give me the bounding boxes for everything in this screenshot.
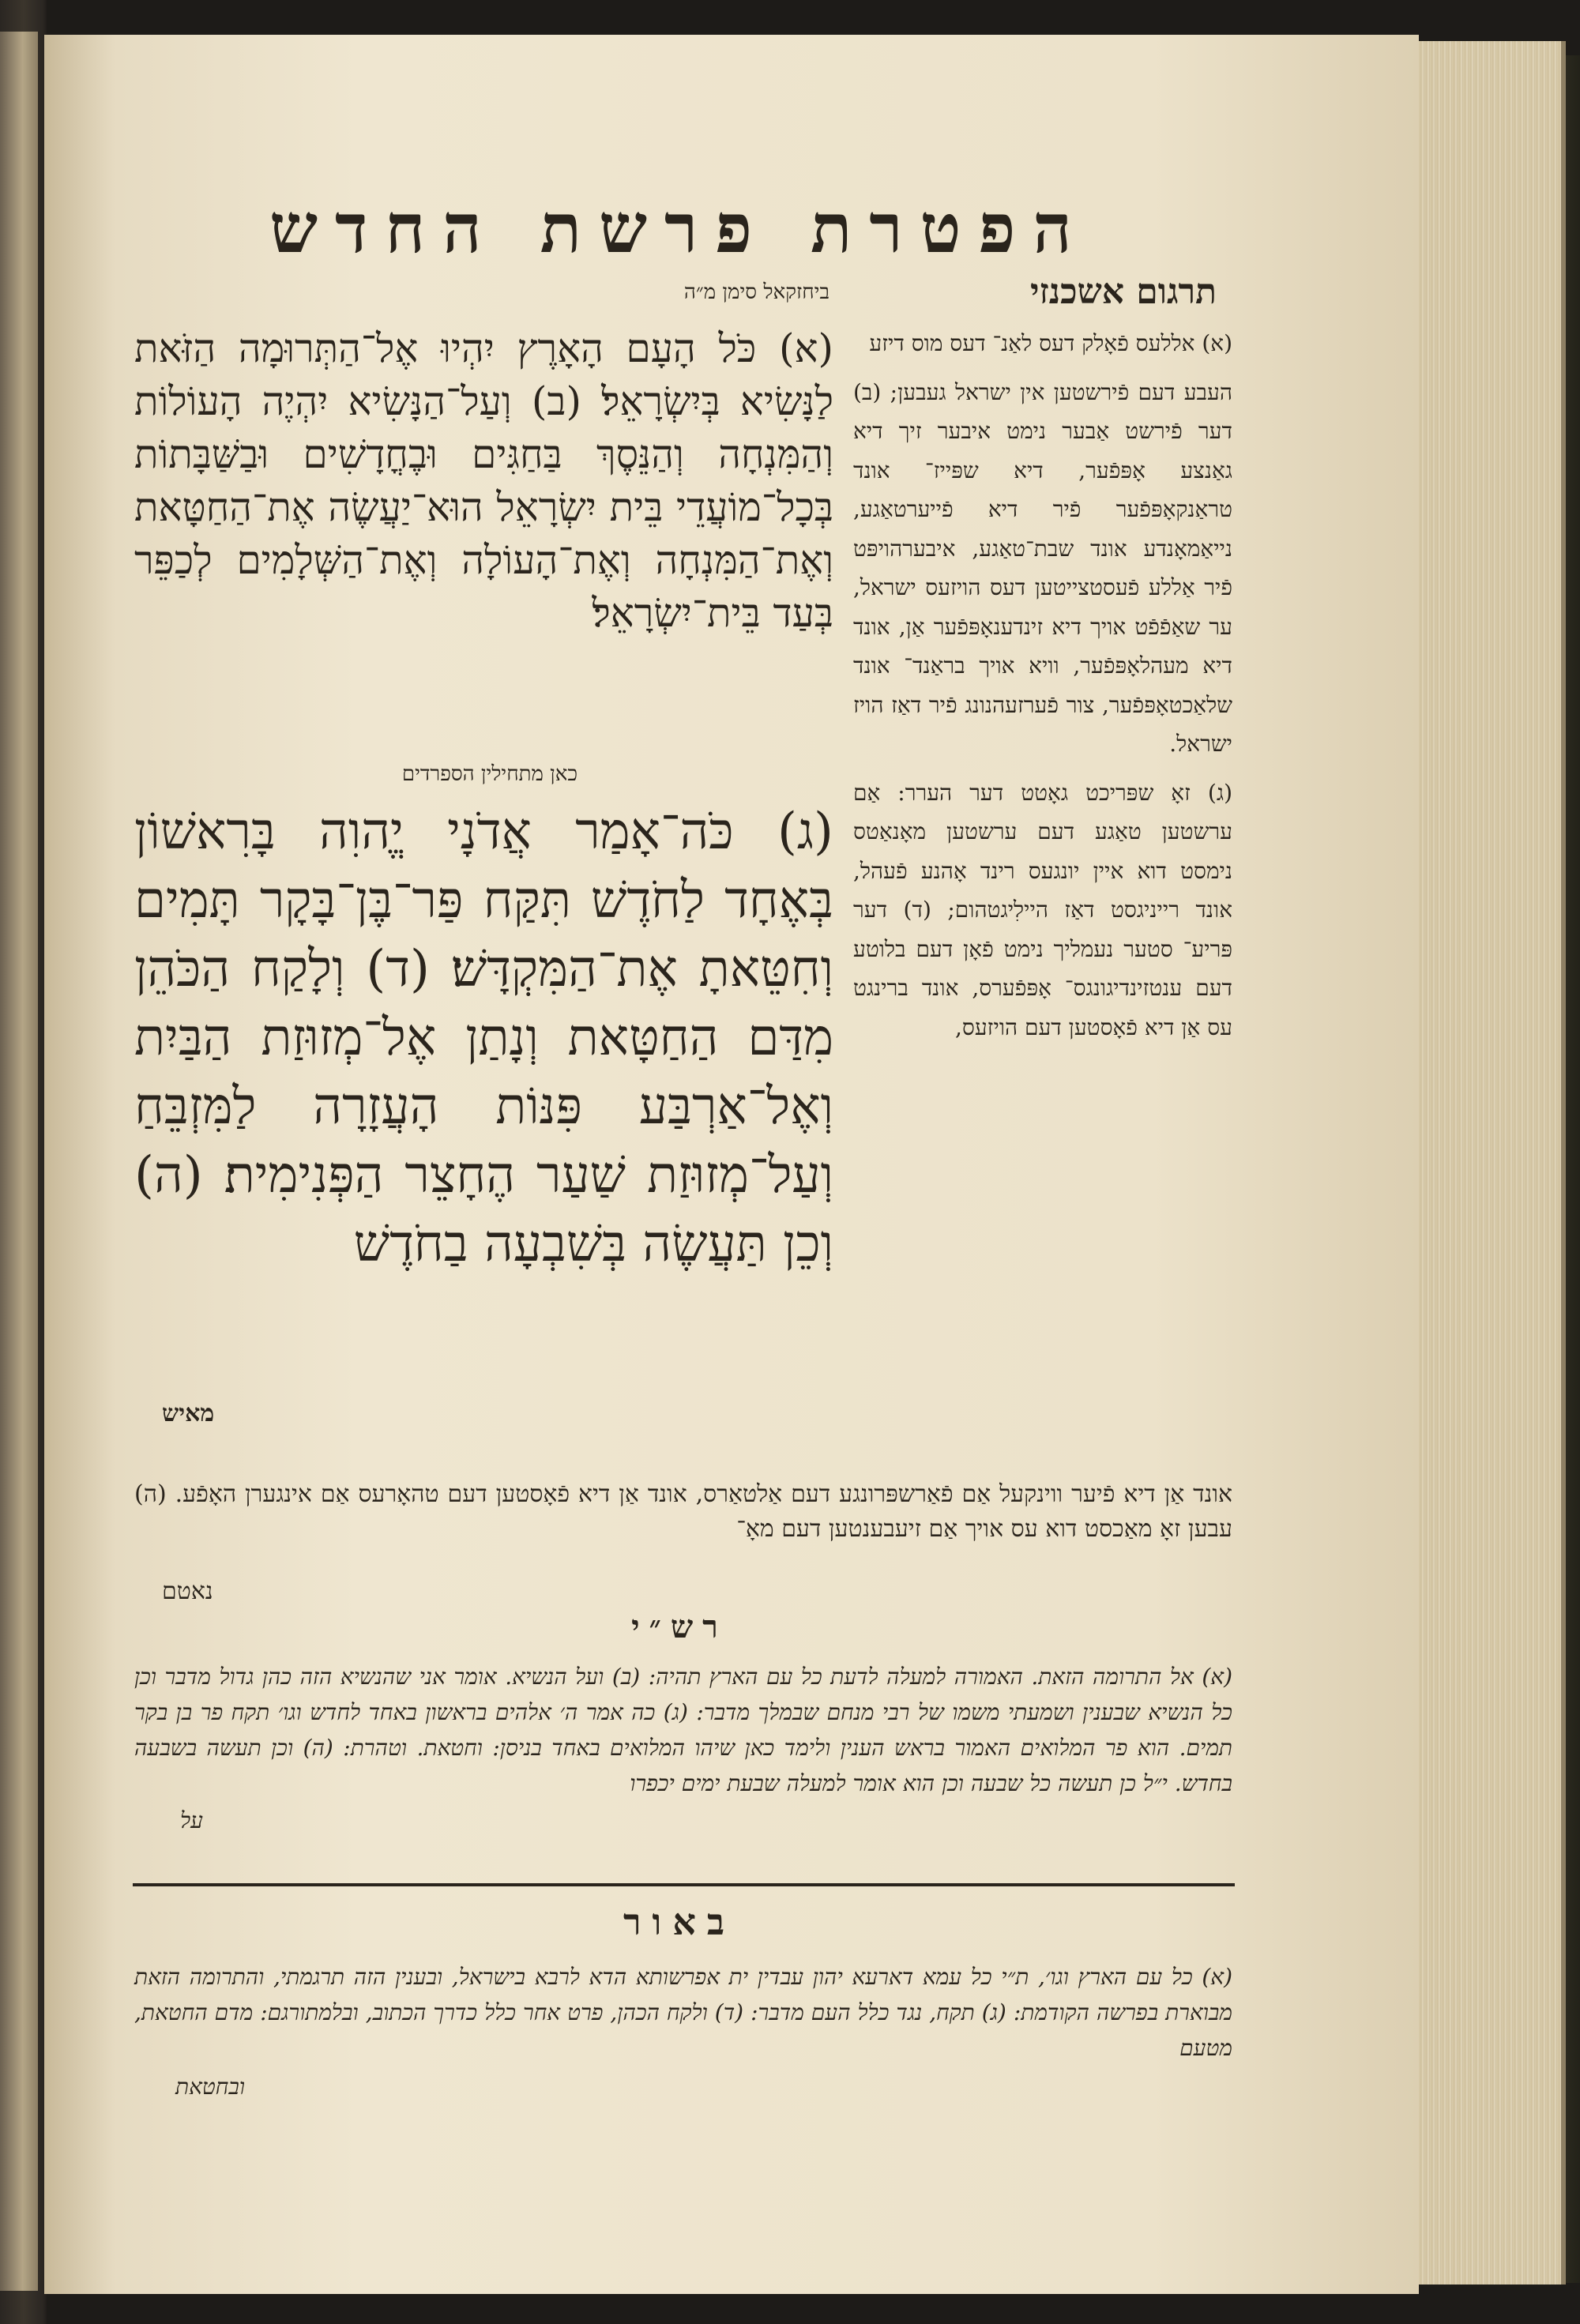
catchword-text: מאיש: [162, 1400, 215, 1427]
page-title: הפטרת פרשת החדש: [269, 189, 1089, 269]
biur-paragraph: (א) כל עם הארץ וגו׳, ת״י כל עמא דארעא יהון עבדין ית אפרשותא הדא לרבא בישראל, ובענין הזה תרגמתי, והתרומה הזאת מבוארת בפרשה הקודמת: (ג) תקח, נגד כלל העם מדבר: (ד) ולקח הכהן, פרט אחר כלל כדרך הכתוב, ובלמתורגם: מדם החטאת, מטעם: [134, 1964, 1232, 2061]
catchword-translation: נאטם: [162, 1578, 213, 1605]
rashi-commentary: [134, 1659, 1232, 1801]
hebrew-text-block: [134, 322, 833, 640]
translation-paragraph: העבע דעם פֿירשטען אין ישראל געבען; (ב) דער פֿירשט אַבער נימט איבער זיך דיא גאַנצע אָפּפֿער, דיא שפּייז־ אונד טראַנקאָפּפֿער פֿיר דיא פֿייערטאַגע, נייאַמאָנדע אונד שבת־טאַגע, איבערהויפּט פֿיר אַללע פֿעסטצייטען דעס הויזעס ישראל, ער שאַפֿפֿט אויך דיא זינדענאָפּפֿער אַן, אונד דיא מעהלאָפּפֿער, וויא אויך בראַנד־ אונד שלאַכטאָפּפֿער, צור פֿערזעהנונג פֿיר דאַז הויז ישראל.: [853, 378, 1232, 757]
translation-continued: [134, 1477, 1232, 1547]
biur-commentary: [134, 1959, 1232, 2066]
catchword-rashi: על: [180, 1807, 203, 1833]
page-edges: [1419, 41, 1566, 2285]
translation-paragraph: (א) אללעס פֿאָלק דעס לאַנ־ דעס מוס דיזע: [869, 330, 1232, 356]
translation-column: [853, 324, 1232, 1056]
hebrew-large-paragraph: (ג) כֹּה־אָמַר אֲדֹנָי יֱהוִה בָּרִאשׁוֹן בְּאֶחָד לַחֹדֶשׁ תִּקַּח פַּר־בֶּן־בָּקָר תָּמִים וְחִטֵּאתָ אֶת־הַמִּקְדָּשׁ׃ (ד) וְלָקַח הַכֹּהֵן מִדַּם הַחַטָּאת וְנָתַן אֶל־מְזוּזַת הַבַּיִת וְאֶל־אַרְבַּע פִּנּוֹת הָעֲזָרָה לַמִּזְבֵּחַ וְעַל־מְזוּזַת שַׁעַר הֶחָצֵר הַפְּנִימִית׃ (ה) וְכֵן תַּעֲשֶׂה בְּשִׁבְעָה בַחֹדֶשׁ: [134, 803, 833, 1273]
translation-heading: תרגום אשכנזי: [1029, 272, 1217, 312]
source-reference: ביחזקאל סימן מ״ה: [683, 280, 830, 304]
catchword-biur: ובחטאת: [175, 2074, 246, 2100]
previous-page-edge: [0, 32, 38, 2291]
rashi-heading: רש״י: [631, 1608, 728, 1645]
translation-continued-paragraph: אונד אַן דיא פֿיער ווינקעל אַם פֿאַרשפּרונגע דעם אַלטאַרס, אונד אַן דיא פֿאָסטען דעם טהאָרעס אַם אינגערן האָפֿע. (ה) עבען זאָ מאַכסט דוא עס אויך אַם זיעבענטען דעם מאָ־: [134, 1480, 1233, 1543]
rashi-paragraph: (א) אל התרומה הזאת. האמורה למעלה לדעת כל עם הארץ תהיה: (ב) ועל הנשיא. אומר אני שהנשיא הזה כהן גדול מדבר וכן כל הנשיא שבענין ושמעתי משמו של רבי מנחם שבמלך מדבר: (ג) כה אמר ה׳ אלהים בראשון באחד לחדש וגו׳ תקח פר בן בקר תמים. הוא פר המלואים האמור בראש הענין ולימד כאן שיהו המלואים באחד בניסן: וחטאת. וטהרת: (ה) וכן תעשה בשבעה בחדש. י״ל כן תעשה כל שבעה וכן הוא אומר למעלה שבעת ימים יכפרו: [134, 1664, 1232, 1796]
biur-heading: באור: [623, 1901, 736, 1943]
sephardic-note: כאן מתחילין הספרדים: [401, 762, 578, 786]
section-divider: [133, 1883, 1235, 1886]
hebrew-paragraph: (א) כֹּל הָעָם הָאָרֶץ יִהְיוּ אֶל־הַתְּרוּמָה הַזֹּאת לַנָּשִׂיא בְּיִשְׂרָאֵל׃ (ב) וְעַל־הַנָּשִׂיא יִהְיֶה הָעוֹלוֹת וְהַמִּנְחָה וְהַנֵּסֶךְ בַּחַגִּים וּבֶחֳדָשִׁים וּבַשַּׁבָּתוֹת בְּכָל־מוֹעֲדֵי בֵּית יִשְׂרָאֵל הוּא־יַעֲשֶׂה אֶת־הַחַטָּאת וְאֶת־הַמִּנְחָה וְאֶת־הָעוֹלָה וְאֶת־הַשְּׁלָמִים לְכַפֵּר בְּעַד בֵּית־יִשְׂרָאֵל׃: [134, 325, 833, 636]
hebrew-text-large-block: [134, 798, 833, 1279]
translation-paragraph: (ג) זאָ שפּריכט גאָטט דער הערר: אַם ערשטען טאַגע דעם ערשטען מאָנאַטס נימסט דוא איין יונגעס רינד אָהנע פֿעהל, אונד רייניגסט דאַז היילִיגטהום; (ד) דער פּריע־ סטער נעמליך נימט פֿאָן דעם בלוטע דעם ענטזינדיגונגס־ אָפּפֿערס, אונד ברינגט עס אַן דיא פֿאָסטען דעם הויזעס,: [853, 779, 1232, 1040]
